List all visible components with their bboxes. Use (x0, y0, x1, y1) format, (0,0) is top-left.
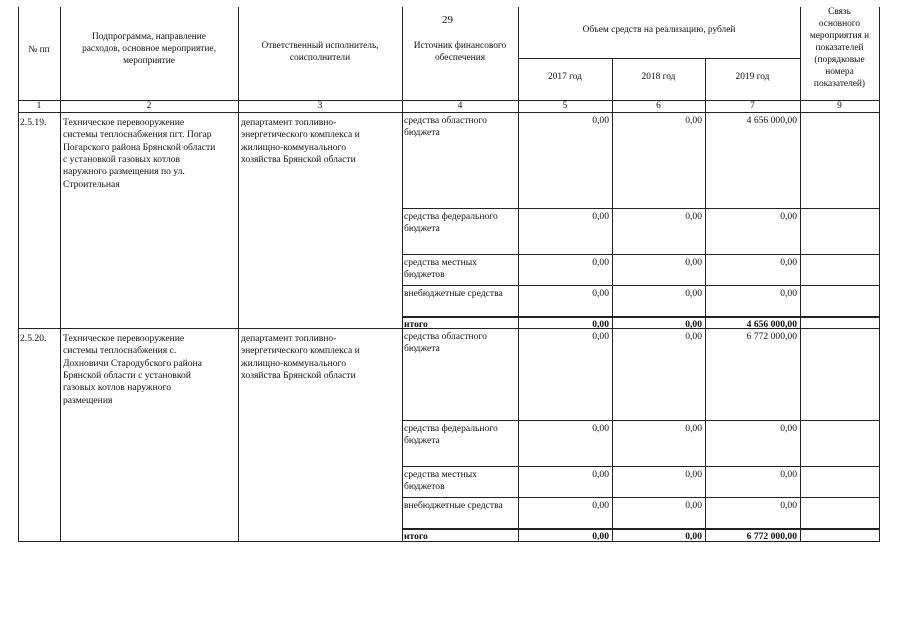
header-col-program: мероприятие (123, 56, 175, 66)
row-source: средства областного (404, 331, 487, 342)
header-col-number: 1 (36, 101, 42, 111)
value-2017: 0,00 (592, 211, 609, 222)
header-year: 2017 год (548, 72, 582, 82)
header-col-link: показателей (815, 43, 864, 53)
item-title: Техническое перевооружение (63, 333, 185, 344)
row-source: бюджетов (404, 269, 445, 281)
value-2019: 6 772 000,00 (746, 331, 797, 342)
row-source: внебюджетные средства (404, 500, 503, 511)
grid-line (518, 58, 801, 59)
value-2017: 0,00 (592, 500, 609, 511)
value-2018: 0,00 (685, 500, 702, 511)
row-source: средства федерального (404, 423, 498, 434)
header-col-link: номера (825, 67, 854, 77)
header-year: 2019 год (735, 72, 770, 82)
header-year: 2018 год (641, 72, 676, 82)
value-2018: 0,00 (685, 423, 702, 434)
grid-line (402, 7, 403, 542)
header-col-executor: соисполнители (289, 53, 351, 63)
row-source: бюджетов (404, 481, 445, 493)
grid-line (402, 497, 880, 498)
header-col-number: 7 (750, 101, 755, 111)
value-2018: 0,00 (685, 331, 702, 342)
grid-line (238, 7, 239, 542)
row-source: средства федерального (404, 211, 498, 222)
item-executor: департамент топливно- (241, 333, 337, 344)
value-2017: 0,00 (592, 331, 609, 342)
item-title: с установкой газовых котлов (63, 153, 181, 165)
grid-line (402, 528, 880, 530)
item-number: 2.5.20. (20, 333, 47, 344)
item-title: системы теплоснабжения пгт. Погар (63, 129, 212, 141)
value-2017: 0,00 (592, 469, 609, 480)
value-2019: 6 772 000,00 (746, 531, 797, 542)
value-2019: 0,00 (780, 257, 797, 268)
header-col-executor: Ответственный исполнитель, (261, 41, 379, 51)
header-col-number: 9 (837, 101, 842, 111)
grid-line (879, 7, 880, 542)
value-2019: 0,00 (780, 288, 797, 299)
row-source: внебюджетные средства (404, 288, 503, 299)
header-col-number: 2 (146, 101, 152, 111)
row-total-label: итого (404, 531, 428, 542)
value-2018: 0,00 (685, 257, 702, 268)
row-source: средства местных (404, 257, 477, 268)
header-col-source: обеспечения (434, 53, 486, 63)
row-source: средства областного (404, 115, 487, 126)
value-2018: 0,00 (685, 211, 702, 222)
header-col-number: 4 (457, 101, 463, 111)
row-source: бюджета (404, 343, 440, 355)
value-2017: 0,00 (592, 257, 609, 268)
value-2019: 4 656 000,00 (746, 115, 797, 126)
grid-line (402, 254, 880, 255)
header-col-number: 3 (317, 101, 323, 111)
header-col-link: Связь (828, 7, 851, 17)
header-col-link: показателей) (813, 79, 866, 89)
value-2017: 0,00 (592, 423, 609, 434)
grid-line (402, 466, 880, 467)
page-number: 29 (442, 14, 453, 26)
item-executor: хозяйства Брянской области (241, 369, 356, 381)
item-executor: департамент топливно- (241, 117, 337, 128)
value-2017: 0,00 (592, 288, 609, 299)
item-executor: хозяйства Брянской области (241, 153, 356, 165)
item-executor: жилищно-коммунального (241, 141, 346, 153)
grid-line (402, 285, 880, 286)
value-2017: 0,00 (592, 115, 609, 126)
value-2017: 0,00 (592, 319, 609, 330)
value-2019: 4 656 000,00 (746, 319, 797, 330)
value-2019: 0,00 (780, 423, 797, 434)
item-executor: энергетического комплекса и (241, 345, 360, 357)
row-source: бюджета (404, 435, 440, 447)
header-col-volume: Объем средств на реализацию, рублей (582, 25, 736, 35)
header-col-source: Источник финансового (413, 41, 507, 51)
value-2017: 0,00 (592, 531, 609, 542)
header-col-num: № пп (28, 45, 50, 55)
item-title: Брянской области с установкой (63, 369, 191, 381)
header-col-number: 6 (656, 101, 661, 111)
item-executor: энергетического комплекса и (241, 129, 360, 141)
header-col-link: мероприятия и (809, 31, 870, 41)
header-col-link: основного (818, 19, 861, 29)
grid-line (518, 7, 519, 542)
item-title: наружного размещения по ул. (63, 166, 185, 178)
value-2019: 0,00 (780, 211, 797, 222)
value-2018: 0,00 (685, 288, 702, 299)
value-2019: 0,00 (780, 469, 797, 480)
item-title: Техническое перевооружение (63, 117, 185, 128)
item-number: 2.5.19. (20, 117, 47, 128)
header-col-number: 5 (562, 101, 568, 111)
item-title: размещения (63, 394, 113, 406)
value-2018: 0,00 (685, 115, 702, 126)
item-title: Строительная (63, 178, 120, 190)
value-2018: 0,00 (685, 531, 702, 542)
header-col-program: Подпрограмма, направление (92, 32, 206, 42)
grid-line (402, 316, 880, 318)
item-executor: жилищно-коммунального (241, 357, 346, 369)
grid-line (402, 420, 880, 421)
grid-line (18, 7, 19, 542)
item-title: Погарского района Брянской области (63, 141, 216, 153)
grid-line (60, 7, 61, 542)
grid-line (402, 208, 880, 209)
row-source: бюджета (404, 127, 440, 139)
item-title: Дохновичи Стародубского района (63, 357, 202, 369)
row-total-label: итого (404, 319, 428, 330)
value-2018: 0,00 (685, 319, 702, 330)
header-col-link: (порядковые (814, 55, 865, 65)
value-2019: 0,00 (780, 500, 797, 511)
row-source: бюджета (404, 223, 440, 235)
value-2018: 0,00 (685, 469, 702, 480)
row-source: средства местных (404, 469, 477, 480)
header-col-program: расходов, основное мероприятие, (82, 44, 216, 54)
item-title: газовых котлов наружного (63, 382, 171, 394)
item-title: системы теплоснабжения с. (63, 345, 177, 357)
